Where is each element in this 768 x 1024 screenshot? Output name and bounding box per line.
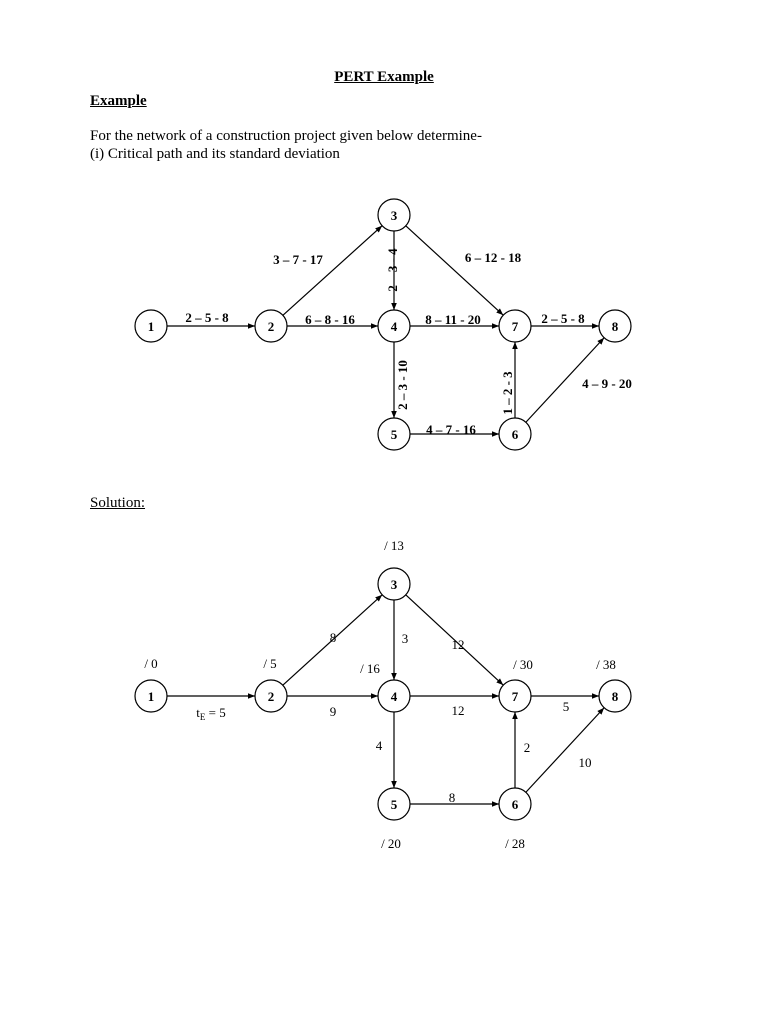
solution-nodes <box>135 568 631 820</box>
solution-node-time-3: / 13 <box>384 538 404 553</box>
solution-node-label-1: 1 <box>147 689 155 704</box>
page-title: PERT Example <box>334 69 434 85</box>
solution-node-6 <box>499 788 531 820</box>
solution-label: Solution: <box>90 495 146 511</box>
problem-edge-label-7-8: 2 – 5 - 8 <box>541 311 585 326</box>
solution-node-8 <box>599 680 631 712</box>
problem-node-1 <box>135 310 167 342</box>
solution-node-label-7: 7 <box>511 689 519 704</box>
example-heading: Example <box>90 93 147 109</box>
problem-node-7 <box>499 310 531 342</box>
solution-node-time-2: / 5 <box>263 656 277 671</box>
problem-node-label-6: 6 <box>511 427 519 442</box>
solution-node-time-6: / 28 <box>505 836 525 851</box>
solution-edge-label-5-6: 8 <box>448 790 456 805</box>
solution-edge-label-4-7: 12 <box>451 703 465 718</box>
problem-edge-2-3 <box>283 226 382 316</box>
solution-node-label-8: 8 <box>611 689 619 704</box>
solution-edge-label-2-3: 8 <box>329 630 337 645</box>
problem-node-label-2: 2 <box>267 319 275 334</box>
solution-node-2 <box>255 680 287 712</box>
solution-edge-label-3-4: 3 <box>401 631 409 646</box>
problem-edge-label-3-7: 6 – 12 - 18 <box>464 250 522 265</box>
solution-node-label-5: 5 <box>390 797 398 812</box>
solution-node-label-3: 3 <box>390 577 398 592</box>
solution-edge-label-3-7: 12 <box>451 637 465 652</box>
problem-edge-label-3-4: 2 – 3 - 4 <box>384 248 400 292</box>
problem-network-diagram <box>0 180 768 480</box>
solution-node-4 <box>378 680 410 712</box>
problem-node-label-7: 7 <box>511 319 519 334</box>
problem-node-6 <box>499 418 531 450</box>
solution-node-3 <box>378 568 410 600</box>
problem-edge-3-7 <box>406 226 503 315</box>
solution-node-time-8: / 38 <box>596 657 616 672</box>
problem-node-label-5: 5 <box>390 427 398 442</box>
problem-node-5 <box>378 418 410 450</box>
question-line-1: For the network of a construction project given below determine- <box>90 128 482 144</box>
solution-edge-label-1-2: $t_E = 5$ <box>196 705 226 722</box>
solution-node-time-4: / 16 <box>360 661 380 676</box>
problem-node-label-1: 1 <box>147 319 155 334</box>
solution-node-label-2: 2 <box>267 689 275 704</box>
problem-node-label-4: 4 <box>390 319 398 334</box>
problem-edge-label-4-7: 8 – 11 - 20 <box>425 312 481 327</box>
problem-node-3 <box>378 199 410 231</box>
solution-node-time-1: / 0 <box>144 656 158 671</box>
solution-edge-label-4-5: 4 <box>375 738 383 753</box>
problem-edge-label-4-5: 2 – 3 - 10 <box>394 360 410 410</box>
problem-node-label-3: 3 <box>390 208 398 223</box>
solution-edge-6-8 <box>523 708 604 793</box>
problem-edge-label-2-3: 3 – 7 - 17 <box>273 252 323 267</box>
solution-edge-label-6-8: 10 <box>578 755 592 770</box>
solution-node-5 <box>378 788 410 820</box>
solution-node-1 <box>135 680 167 712</box>
problem-edge-label-1-2: 2 – 5 - 8 <box>185 310 229 325</box>
solution-node-time-5: / 20 <box>381 836 401 851</box>
problem-node-2 <box>255 310 287 342</box>
problem-edge-label-6-8: 4 – 9 - 20 <box>582 376 632 391</box>
problem-edge-label-5-6: 4 – 7 - 16 <box>426 422 476 437</box>
solution-node-label-4: 4 <box>390 689 398 704</box>
problem-node-4 <box>378 310 410 342</box>
problem-node-8 <box>599 310 631 342</box>
solution-node-time-7: / 30 <box>513 657 533 672</box>
solution-edge-label-7-8: 5 <box>562 699 570 714</box>
solution-edge-label-6-7: 2 <box>523 740 531 755</box>
problem-edge-label-6-7: 1 – 2 - 3 <box>499 371 515 415</box>
solution-edge-label-2-4: 9 <box>329 704 337 719</box>
problem-edge-label-2-4: 6 – 8 - 16 <box>305 312 355 327</box>
problem-node-label-8: 8 <box>611 319 619 334</box>
solution-node-7 <box>499 680 531 712</box>
solution-network-diagram <box>0 530 768 860</box>
question-line-2: (i) Critical path and its standard deviation <box>90 146 340 162</box>
solution-node-label-6: 6 <box>511 797 519 812</box>
